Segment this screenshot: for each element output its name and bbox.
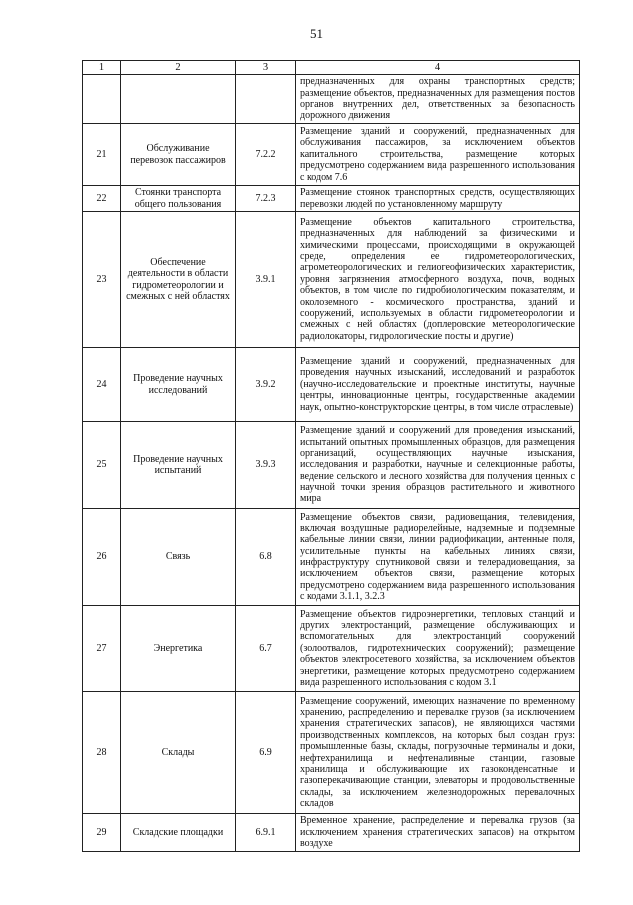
- row-number: 29: [83, 814, 121, 852]
- row-number: 27: [83, 606, 121, 692]
- row-name: Проведение научных исследований: [121, 348, 236, 422]
- row-description: Размещение объектов капитального строительства, предназначенных для наблюдений за физическими и химическими процессами, происходящими в окружающей среде, определения ее гидрометеорологических, агрометеорологических и гелиогеофизических характеристик, уровня загрязнения атмосферного воздуха, почв, водных объектов, в том числе по гидробиологическим показателям, и околоземного - космического пространства, зданий и сооружений, используемых в области гидрометеорологии и смежных с ней областях (доплеровские метеорологические радиолокаторы, гидрологические посты и другие): [296, 212, 580, 348]
- row-code: 3.9.3: [236, 422, 296, 509]
- table-row: [83, 212, 580, 348]
- row-description: Размещение сооружений, имеющих назначение по временному хранению, распределению и перевалке грузов (за исключением хранения стратегических запасов), не являющихся частями производственных комплексов, на которых был создан груз: промышленные базы, склады, погрузочные терминалы и доки, нефтехранилища и нефтеналивные станции, газовые хранилища и обслуживающие их газоконденсатные и газоперекачивающие станции, элеваторы и продовольственные склады, за исключением железнодорожных перевалочных складов: [296, 692, 580, 814]
- table-row: [83, 186, 580, 212]
- row-number: 28: [83, 692, 121, 814]
- row-code: 6.9: [236, 692, 296, 814]
- header-col-2: 2: [121, 61, 236, 75]
- row-description: Размещение объектов гидроэнергетики, тепловых станций и других электростанций, размещение обслуживающих и вспомогательных для электростанций сооружений (золоотвалов, гидротехнических сооружений); размещение объектов электросетевого хозяйства, за исключением объектов энергетики, размещение которых предусмотрено содержанием вида разрешенного использования с кодом 3.1: [296, 606, 580, 692]
- row-number: 22: [83, 186, 121, 212]
- table-row: [83, 606, 580, 692]
- row-code: 6.8: [236, 509, 296, 606]
- row-name: Склады: [121, 692, 236, 814]
- table-row: [83, 692, 580, 814]
- row-name: [121, 75, 236, 124]
- row-code: 6.7: [236, 606, 296, 692]
- header-col-1: 1: [83, 61, 121, 75]
- table-row: [83, 509, 580, 606]
- row-name: Связь: [121, 509, 236, 606]
- header-col-3: 3: [236, 61, 296, 75]
- row-number: 26: [83, 509, 121, 606]
- land-use-table: [82, 60, 580, 852]
- table-row-continuation: [83, 75, 580, 124]
- row-number: 24: [83, 348, 121, 422]
- row-description: предназначенных для охраны транспортных средств; размещение объектов, предназначенных для размещения постов органов внутренних дел, ответственных за безопасность дорожного движения: [296, 75, 580, 124]
- row-name: Стоянки транспорта общего пользования: [121, 186, 236, 212]
- row-code: 6.9.1: [236, 814, 296, 852]
- row-code: 7.2.2: [236, 124, 296, 186]
- row-name: Складские площадки: [121, 814, 236, 852]
- row-description: Размещение зданий и сооружений, предназначенных для проведения научных изысканий, исследований и разработок (научно-исследовательские и проектные институты, научные центры, инновационные центры, государственные академии наук, опытно-конструкторские центры, в том числе отраслевые): [296, 348, 580, 422]
- page-number: 51: [310, 26, 323, 41]
- table-row: [83, 814, 580, 852]
- table-header-row: [83, 61, 580, 75]
- row-name: Обслуживание перевозок пассажиров: [121, 124, 236, 186]
- header-col-4: 4: [296, 61, 580, 75]
- row-description: Размещение стоянок транспортных средств, осуществляющих перевозки людей по установленному маршруту: [296, 186, 580, 212]
- row-number: 21: [83, 124, 121, 186]
- row-description: Размещение объектов связи, радиовещания, телевидения, включая воздушные радиорелейные, надземные и подземные кабельные линии связи, линии радиофикации, антенные поля, усилительные пункты на кабельных линиях связи, инфраструктуру спутниковой связи и телерадиовещания, за исключением объектов связи, размещение которых предусмотрено содержанием вида разрешенного использования с кодами 3.1.1, 3.2.3: [296, 509, 580, 606]
- row-name: Энергетика: [121, 606, 236, 692]
- table-row: [83, 124, 580, 186]
- row-description: Размещение зданий и сооружений для проведения изысканий, испытаний опытных промышленных образцов, для размещения организаций, осуществляющих научные изыскания, исследования и разработки, научные и селекционные работы, ведение сельского и лесного хозяйства для получения ценных с научной точки зрения образцов растительного и животного мира: [296, 422, 580, 509]
- row-code: [236, 75, 296, 124]
- row-name: Проведение научных испытаний: [121, 422, 236, 509]
- row-code: 3.9.2: [236, 348, 296, 422]
- row-code: 3.9.1: [236, 212, 296, 348]
- row-name: Обеспечение деятельности в области гидрометеорологии и смежных с ней областях: [121, 212, 236, 348]
- row-number: [83, 75, 121, 124]
- row-number: 23: [83, 212, 121, 348]
- table-row: [83, 348, 580, 422]
- row-number: 25: [83, 422, 121, 509]
- row-description: Временное хранение, распределение и перевалка грузов (за исключением хранения стратегических запасов) на открытом воздухе: [296, 814, 580, 852]
- row-description: Размещение зданий и сооружений, предназначенных для обслуживания пассажиров, за исключением объектов капитального строительства, размещение которых предусмотрено содержанием вида разрешенного использования с кодом 7.6: [296, 124, 580, 186]
- row-code: 7.2.3: [236, 186, 296, 212]
- table-row: [83, 422, 580, 509]
